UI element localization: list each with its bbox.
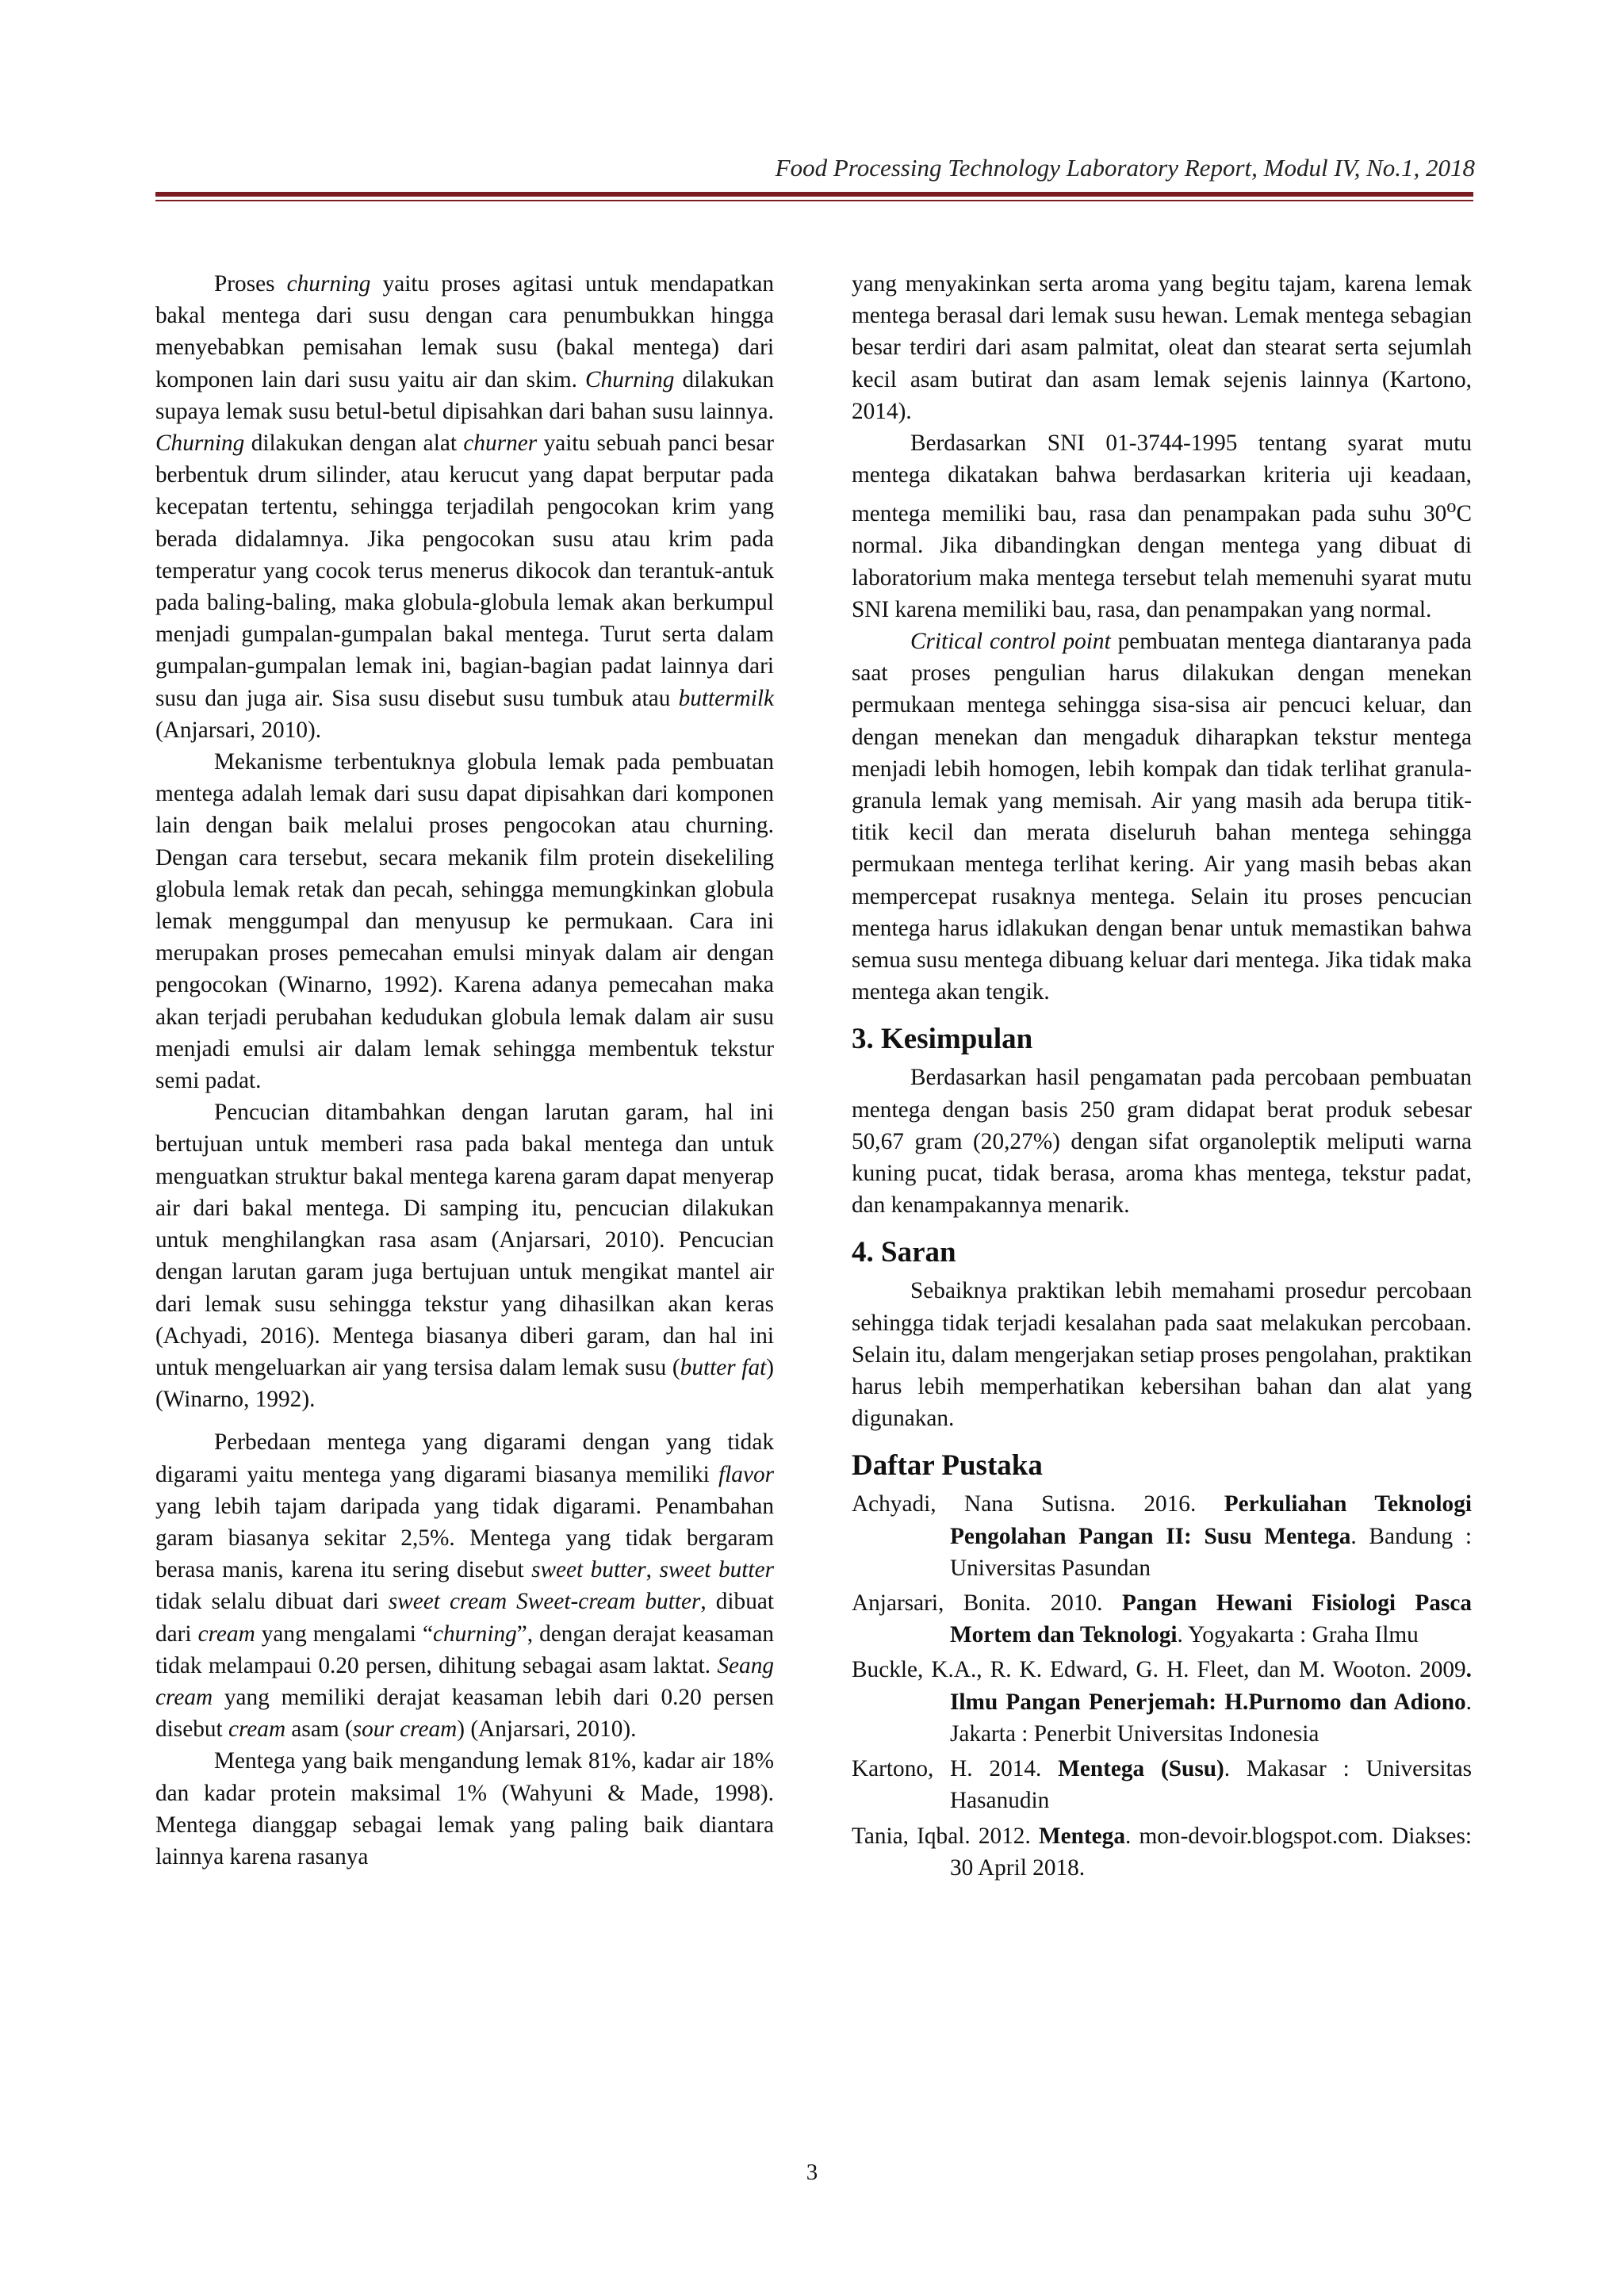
paragraph-churning: Proses churning yaitu proses agitasi untuk mendapatkan bakal mentega dari susu dengan cara penumbukkan hingga menyebabkan pemisahan lemak susu (bakal mentega) dari komponen lain dari susu yaitu air dan skim. Churning dilakukan supaya lemak susu betul-betul dipisahkan dari bahan susu lainnya. Churning dilakukan dengan alat churner yaitu sebuah panci besar berbentuk drum silinder, atau kerucut yang dapat berputar pada kecepatan tertentu, sehingga terjadilah pengocokan krim yang berada didalamnya. Jika pengocokan susu atau krim pada temperatur yang cocok terus menerus dikocok dan terantuk-antuk pada baling-baling, maka globula-globula lemak akan berkumpul menjadi gumpalan-gumpalan bakal mentega. Turut serta dalam gumpalan-gumpalan lemak ini, bagian-bagian padat lainnya dari susu dan juga air. Sisa susu disebut susu tumbuk atau buttermilk (Anjarsari, 2010). [155, 271, 775, 743]
reference-item: Anjarsari, Bonita. 2010. Pangan Hewani Fisiologi Pasca Mortem dan Teknologi. Yogyakarta : Graha Ilmu [852, 1590, 1472, 1648]
header-rule-thin [155, 200, 1473, 201]
paragraph-washing: Pencucian ditambahkan dengan larutan garam, hal ini bertujuan untuk memberi rasa pada bakal mentega dan untuk menguatkan struktur bakal mentega karena garam dapat menyerap air dari bakal mentega. Di samping itu, pencucian dilakukan untuk menghilangkan rasa asam (Anjarsari, 2010). Pencucian dengan larutan garam juga bertujuan untuk mengikat mantel air dari lemak susu sehingga tekstur yang dihasilkan akan keras (Achyadi, 2016). Mentega biasanya diberi garam, dan hal ini untuk mengeluarkan air yang tersisa dalam lemak susu (butter fat) (Winarno, 1992). [155, 1100, 775, 1413]
left-column [155, 268, 774, 1873]
paragraph-conclusion: Berdasarkan hasil pengamatan pada percobaan pembuatan mentega dengan basis 250 gram didapat berat produk sebesar 50,67 gram (20,27%) dengan sifat organoleptik meliputi warna kuning pucat, tidak berasa, aroma khas mentega, tekstur padat, dan kenampakannya menarik. [852, 1065, 1472, 1219]
heading-suggestion: 4. Saran [852, 1236, 956, 1269]
reference-item: Tania, Iqbal. 2012. Mentega. mon-devoir.blogspot.com. Diakses: 30 April 2018. [852, 1823, 1472, 1881]
reference-item: Buckle, K.A., R. K. Edward, G. H. Fleet, dan M. Wooton. 2009. Ilmu Pangan Penerjemah: H.Purnomo dan Adiono. Jakarta : Penerbit Universitas Indonesia [852, 1657, 1472, 1747]
page-number: 3 [806, 2160, 818, 2185]
paragraph-continuation: yang menyakinkan serta aroma yang begitu tajam, karena lemak mentega berasal dari lemak susu hewan. Lemak mentega sebagian besar terdiri dari asam palmitat, oleat dan stearat serta sejumlah kecil asam butirat dan asam lemak sejenis lainnya (Kartono, 2014). [852, 271, 1472, 424]
header-rule [155, 192, 1473, 197]
reference-item: Kartono, H. 2014. Mentega (Susu). Makasar : Universitas Hasanudin [852, 1756, 1473, 1814]
paragraph-ccp: Critical control point pembuatan mentega diantaranya pada saat proses pengulian harus dilakukan dengan menekan permukaan mentega sehingga sisa-sisa air pencuci keluar, dan dengan menekan dan mengaduk diharapkan tekstur mentega menjadi lebih homogen, lebih kompak dan tidak terlihat granula-granula lemak yang memisah. Air yang masih ada berupa titik-titik kecil dan merata diseluruh bahan mentega sehingga permukaan mentega terlihat kering. Air yang masih bebas akan mempercepat rusaknya mentega. Selain itu proses pencucian mentega harus idlakukan dengan benar untuk memastikan bahwa semua susu mentega dibuang keluar dari mentega. Jika tidak maka mentega akan tengik. [852, 629, 1472, 1005]
reference-item: Achyadi, Nana Sutisna. 2016. Perkuliahan Teknologi Pengolahan Pangan II: Susu Mentega. Bandung : Universitas Pasundan [852, 1491, 1472, 1581]
heading-references: Daftar Pustaka [852, 1449, 1043, 1483]
paragraph-salted-butter: Perbedaan mentega yang digarami dengan yang tidak digarami yaitu mentega yang digarami biasanya memiliki flavor yang lebih tajam daripada yang tidak digarami. Penambahan garam biasanya sekitar 2,5%. Mentega yang tidak bergaram berasa manis, karena itu sering disebut sweet butter, sweet butter tidak selalu dibuat dari sweet cream Sweet-cream butter, dibuat dari cream yang mengalami “churning”, dengan derajat keasaman tidak melampaui 0.20 persen, dihitung sebagai asam laktat. Seang cream yang memiliki derajat keasaman lebih dari 0.20 persen disebut cream asam (sour cream) (Anjarsari, 2010). [155, 1429, 774, 1743]
paragraph-suggestion: Sebaiknya praktikan lebih memahami prosedur percobaan sehingga tidak terjadi kesalahan pada saat melakukan percobaan. Selain itu, dalam mengerjakan setiap proses pengolahan, praktikan harus lebih memperhatikan kebersihan bahan dan alat yang digunakan. [852, 1278, 1472, 1432]
paragraph-sni: Berdasarkan SNI 01-3744-1995 tentang syarat mutu mentega dikatakan bahwa berdasarkan kriteria uji keadaan, mentega memiliki bau, rasa dan penampakan pada suhu 30$^o$C normal. Jika dibandingkan dengan mentega yang dibuat di laboratorium maka mentega tersebut telah memenuhi syarat mutu SNI karena memiliki bau, rasa, dan penampakan yang normal. [852, 430, 1472, 622]
heading-conclusion: 3. Kesimpulan [852, 1023, 1033, 1056]
right-column [852, 268, 1472, 1887]
paragraph-mechanism: Mekanisme terbentuknya globula lemak pada pembuatan mentega adalah lemak dari susu dapat dipisahkan dari komponen lain dengan baik melalui proses pengocokan atau churning. Dengan cara tersebut, secara mekanik film protein disekeliling globula lemak retak dan pecah, sehingga memungkinkan globula lemak menggumpal dan menyusup ke permukaan. Cara ini merupakan proses pemecahan emulsi minyak dalam air dengan pengocokan (Winarno, 1992). Karena adanya pemecahan maka akan terjadi perubahan kedudukan globula lemak dalam air susu menjadi emulsi air dalam lemak sehingga membentuk tekstur semi padat. [155, 749, 774, 1094]
paragraph-good-butter: Mentega yang baik mengandung lemak 81%, kadar air 18% dan kadar protein maksimal 1% (Wahyuni & Made, 1998). Mentega dianggap sebagai lemak yang paling baik diantara lainnya karena rasanya [155, 1748, 774, 1869]
running-header: Food Processing Technology Laboratory Report, Modul IV, No.1, 2018 [775, 154, 1475, 182]
